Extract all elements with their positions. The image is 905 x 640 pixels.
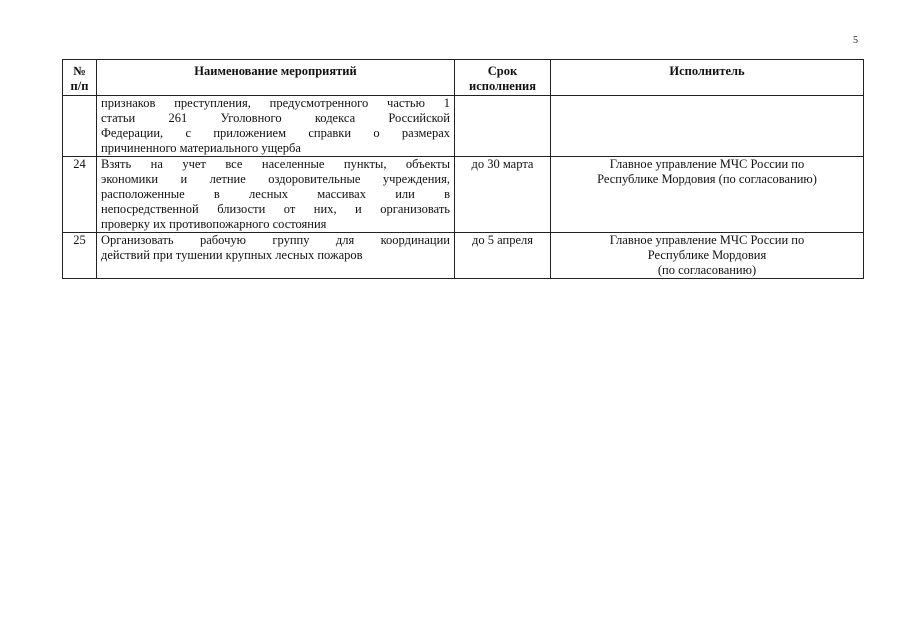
executor-line: (по согласованию) bbox=[657, 263, 757, 277]
table-row bbox=[63, 157, 864, 233]
deadline: до 5 апреля bbox=[455, 233, 551, 279]
measure-name bbox=[97, 157, 455, 233]
executor-line: Республике Мордовия bbox=[647, 248, 767, 262]
measures-table bbox=[62, 59, 864, 279]
row-number: 24 bbox=[63, 157, 97, 233]
measure-name-line: действий при тушении крупных лесных пожаров bbox=[101, 248, 363, 262]
measure-name bbox=[97, 96, 455, 157]
header-term-line2: исполнения bbox=[469, 79, 536, 93]
header-name bbox=[97, 60, 455, 96]
row-number bbox=[63, 96, 97, 157]
executor bbox=[551, 233, 864, 279]
measure-name-line: расположенные в лесных массивах или в bbox=[101, 187, 450, 201]
row-number: 25 bbox=[63, 233, 97, 279]
table-row bbox=[63, 96, 864, 157]
page-number: 5 bbox=[853, 35, 858, 46]
header-term-line1: Срок bbox=[487, 64, 518, 78]
measure-name-line: экономики и летние оздоровительные учреждения, bbox=[101, 172, 450, 186]
measure-name-line: Федерации, с приложением справки о размерах bbox=[101, 126, 450, 140]
executor-line: Республике Мордовия (по согласованию) bbox=[597, 172, 817, 186]
executor bbox=[551, 96, 864, 157]
measure-name-line: статьи 261 Уголовного кодекса Российской bbox=[101, 111, 450, 125]
measure-name-line: признаков преступления, предусмотренного частью 1 bbox=[101, 96, 450, 110]
executor-line: Главное управление МЧС России по bbox=[609, 233, 805, 247]
measure-name-line: проверку их противопожарного состояния bbox=[101, 217, 327, 231]
table-header-row bbox=[63, 60, 864, 96]
measure-name-line: Организовать рабочую группу для координации bbox=[101, 233, 450, 247]
header-term bbox=[455, 60, 551, 96]
measure-name-line: причиненного материального ущерба bbox=[101, 141, 301, 155]
deadline bbox=[455, 96, 551, 157]
header-num-line2: п/п bbox=[70, 79, 89, 93]
header-name-label: Наименование мероприятий bbox=[194, 64, 357, 78]
header-num bbox=[63, 60, 97, 96]
header-executor bbox=[551, 60, 864, 96]
executor-line: Главное управление МЧС России по bbox=[609, 157, 805, 171]
executor bbox=[551, 157, 864, 233]
measure-name-line: непосредственной близости от них, и организовать bbox=[101, 202, 450, 216]
table-row bbox=[63, 233, 864, 279]
header-num-line1: № bbox=[73, 64, 86, 78]
measure-name-line: Взять на учет все населенные пункты, объекты bbox=[101, 157, 450, 171]
deadline: до 30 марта bbox=[455, 157, 551, 233]
header-executor-label: Исполнитель bbox=[669, 64, 745, 78]
measure-name bbox=[97, 233, 455, 279]
